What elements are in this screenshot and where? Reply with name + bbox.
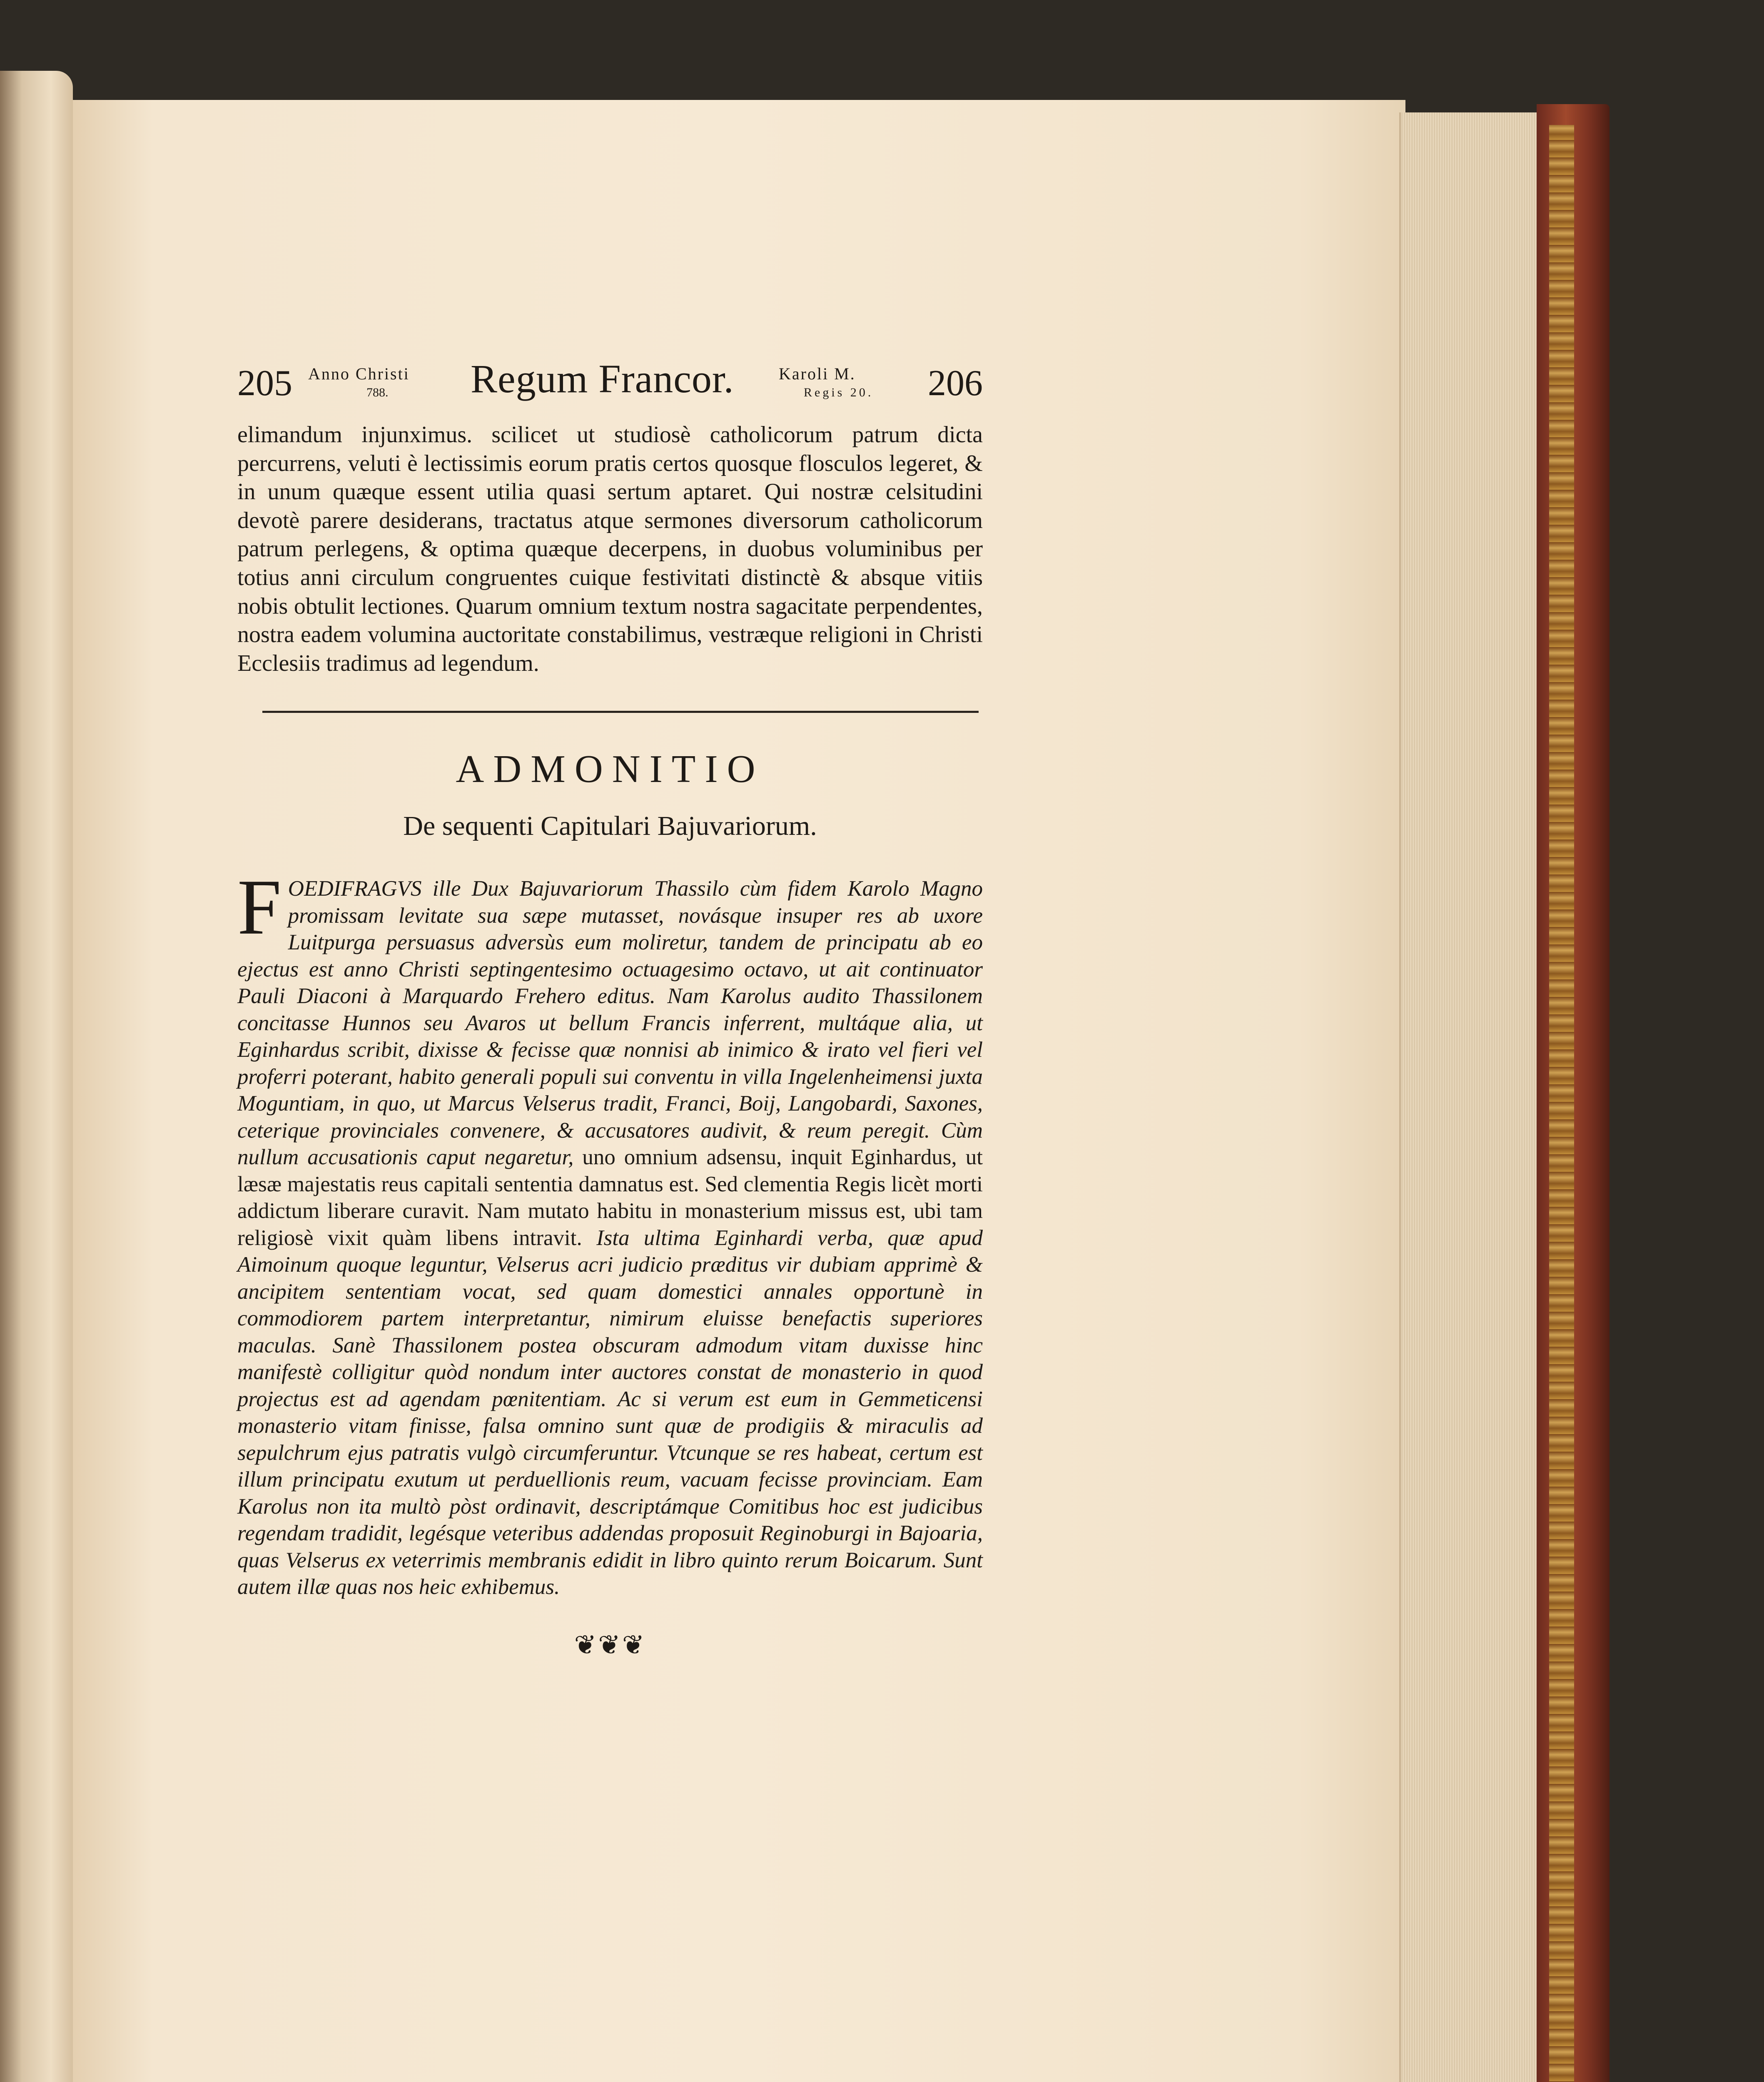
body-italic-part-1: OEDIFRAGVS ille Dux Bajuvariorum Thassilo cùm fidem Karolo Magno promissam levitate sua sæpe mutasset, novásque insuper res ab uxore Luitpurga persuasus adversùs eum moliretur, tandem de principatu ab eo ejectus est anno Christi septingentesimo octuagesimo octavo, ut ait continuator Pauli Diaconi à Marquardo Frehero editus. Nam Karolus audito Thassilonem concitasse Hunnos seu Avaros ut bellum Francis inferrent, multáque alia, ut Eginhardus scribit, dixisse & fecisse quæ nonnisi ab inimico & irato vel fieri vel proferri poterant, habito generali populi sui conventu in villa Ingelenheimensi juxta Moguntiam, in quo, ut Marcus Velserus tradit, Franci, Boij, Langobardi, Saxones, ceterique provinciales convenere, & accusatores audivit, & reum peregit. Cùm nullum accusationis caput negaretur, <box>237 877 983 1170</box>
page-fore-edges <box>1399 112 1542 2082</box>
running-title: Regum Francor. <box>471 356 734 401</box>
year-label: Anno Christi <box>308 364 410 383</box>
fleuron-ornament: ❦❦❦ <box>574 1630 646 1660</box>
left-page-number: 205 <box>237 363 292 403</box>
body-roman-part: uno omnium adsensu, inquit Eginhardus, ut læsæ majestatis reus capitali sententia damnatus est. Sed clementia Regis licèt morti addictum liberare curavit. Nam mutato habitu in monasterium missus est, ubi tam religiosè vixit quàm libens intravit. <box>237 1145 983 1250</box>
opening-paragraph: elimandum injunximus. scilicet ut studiosè catholicorum patrum dicta percurrens, veluti è lectissimis eorum pratis certos quosque flosculos legeret, & in unum quæque essent utilia quasi sertum aptaret. Qui nostræ celsitudini devotè parere desiderans, tractatus atque sermones diversorum catholicorum patrum perlegens, & optima quæque decerpens, in duobus voluminibus per totius anni circulum congruentes cuique festivitati distinctè & absque vitiis nobis obtulit lectiones. Quarum omnium textum nostra sagacitate perpendentes, nostra eadem volumina auctoritate constabilimus, vestræque religioni in Christi Ecclesiis tradimus ad legendum. <box>237 422 983 676</box>
section-title: ADMONITIO <box>456 747 765 791</box>
year-value: 788. <box>366 386 389 399</box>
drop-cap: F <box>237 864 282 951</box>
admonitio-body <box>237 864 983 1601</box>
reign-label: Karoli M. <box>779 364 856 383</box>
section-divider <box>262 711 979 713</box>
facing-page-edge <box>0 71 73 2082</box>
right-page-number: 206 <box>928 363 983 403</box>
section-subtitle: De sequenti Capitulari Bajuvariorum. <box>403 811 817 842</box>
reign-year: Regis 20. <box>804 386 874 399</box>
page-text <box>237 358 983 1661</box>
running-header <box>237 358 983 421</box>
gilt-spine-decoration <box>1549 125 1574 2082</box>
body-italic-part-2: Ista ultima Eginhardi verba, quæ apud Aimoinum quoque leguntur, Velserus acri judicio præditus vir dubiam apprimè & ancipitem sententiam vocat, sed quam domestici annales opportunè in commodiorem partem interpretantur, nimirum eluisse benefactis superiores maculas. Sanè Thassilonem postea obscuram admodum vitam duxisse hinc manifestè colligitur quòd nondum inter auctores constat de monasterio in quod projectus est ad agendam pœnitentiam. Ac si verum est eum in Gemmeticensi monasterio vitam finisse, falsa omnino sunt quæ de prodigiis & miraculis ad sepulchrum ejus patratis vulgò circumferuntur. Vtcunque se res habeat, certum est illum principatu exutum ut perduellionis reum, vacuam fecisse provinciam. Eam Karolus non ita multò pòst ordinavit, descriptámque Comitibus hoc est judicibus regendam tradidit, legésque veteribus addendas proposuit Reginoburgi in Bajoaria, quas Velserus ex veterrimis membranis edidit in libro quinto rerum Boicarum. Sunt autem illæ quas nos heic exhibemus. <box>237 1225 983 1599</box>
